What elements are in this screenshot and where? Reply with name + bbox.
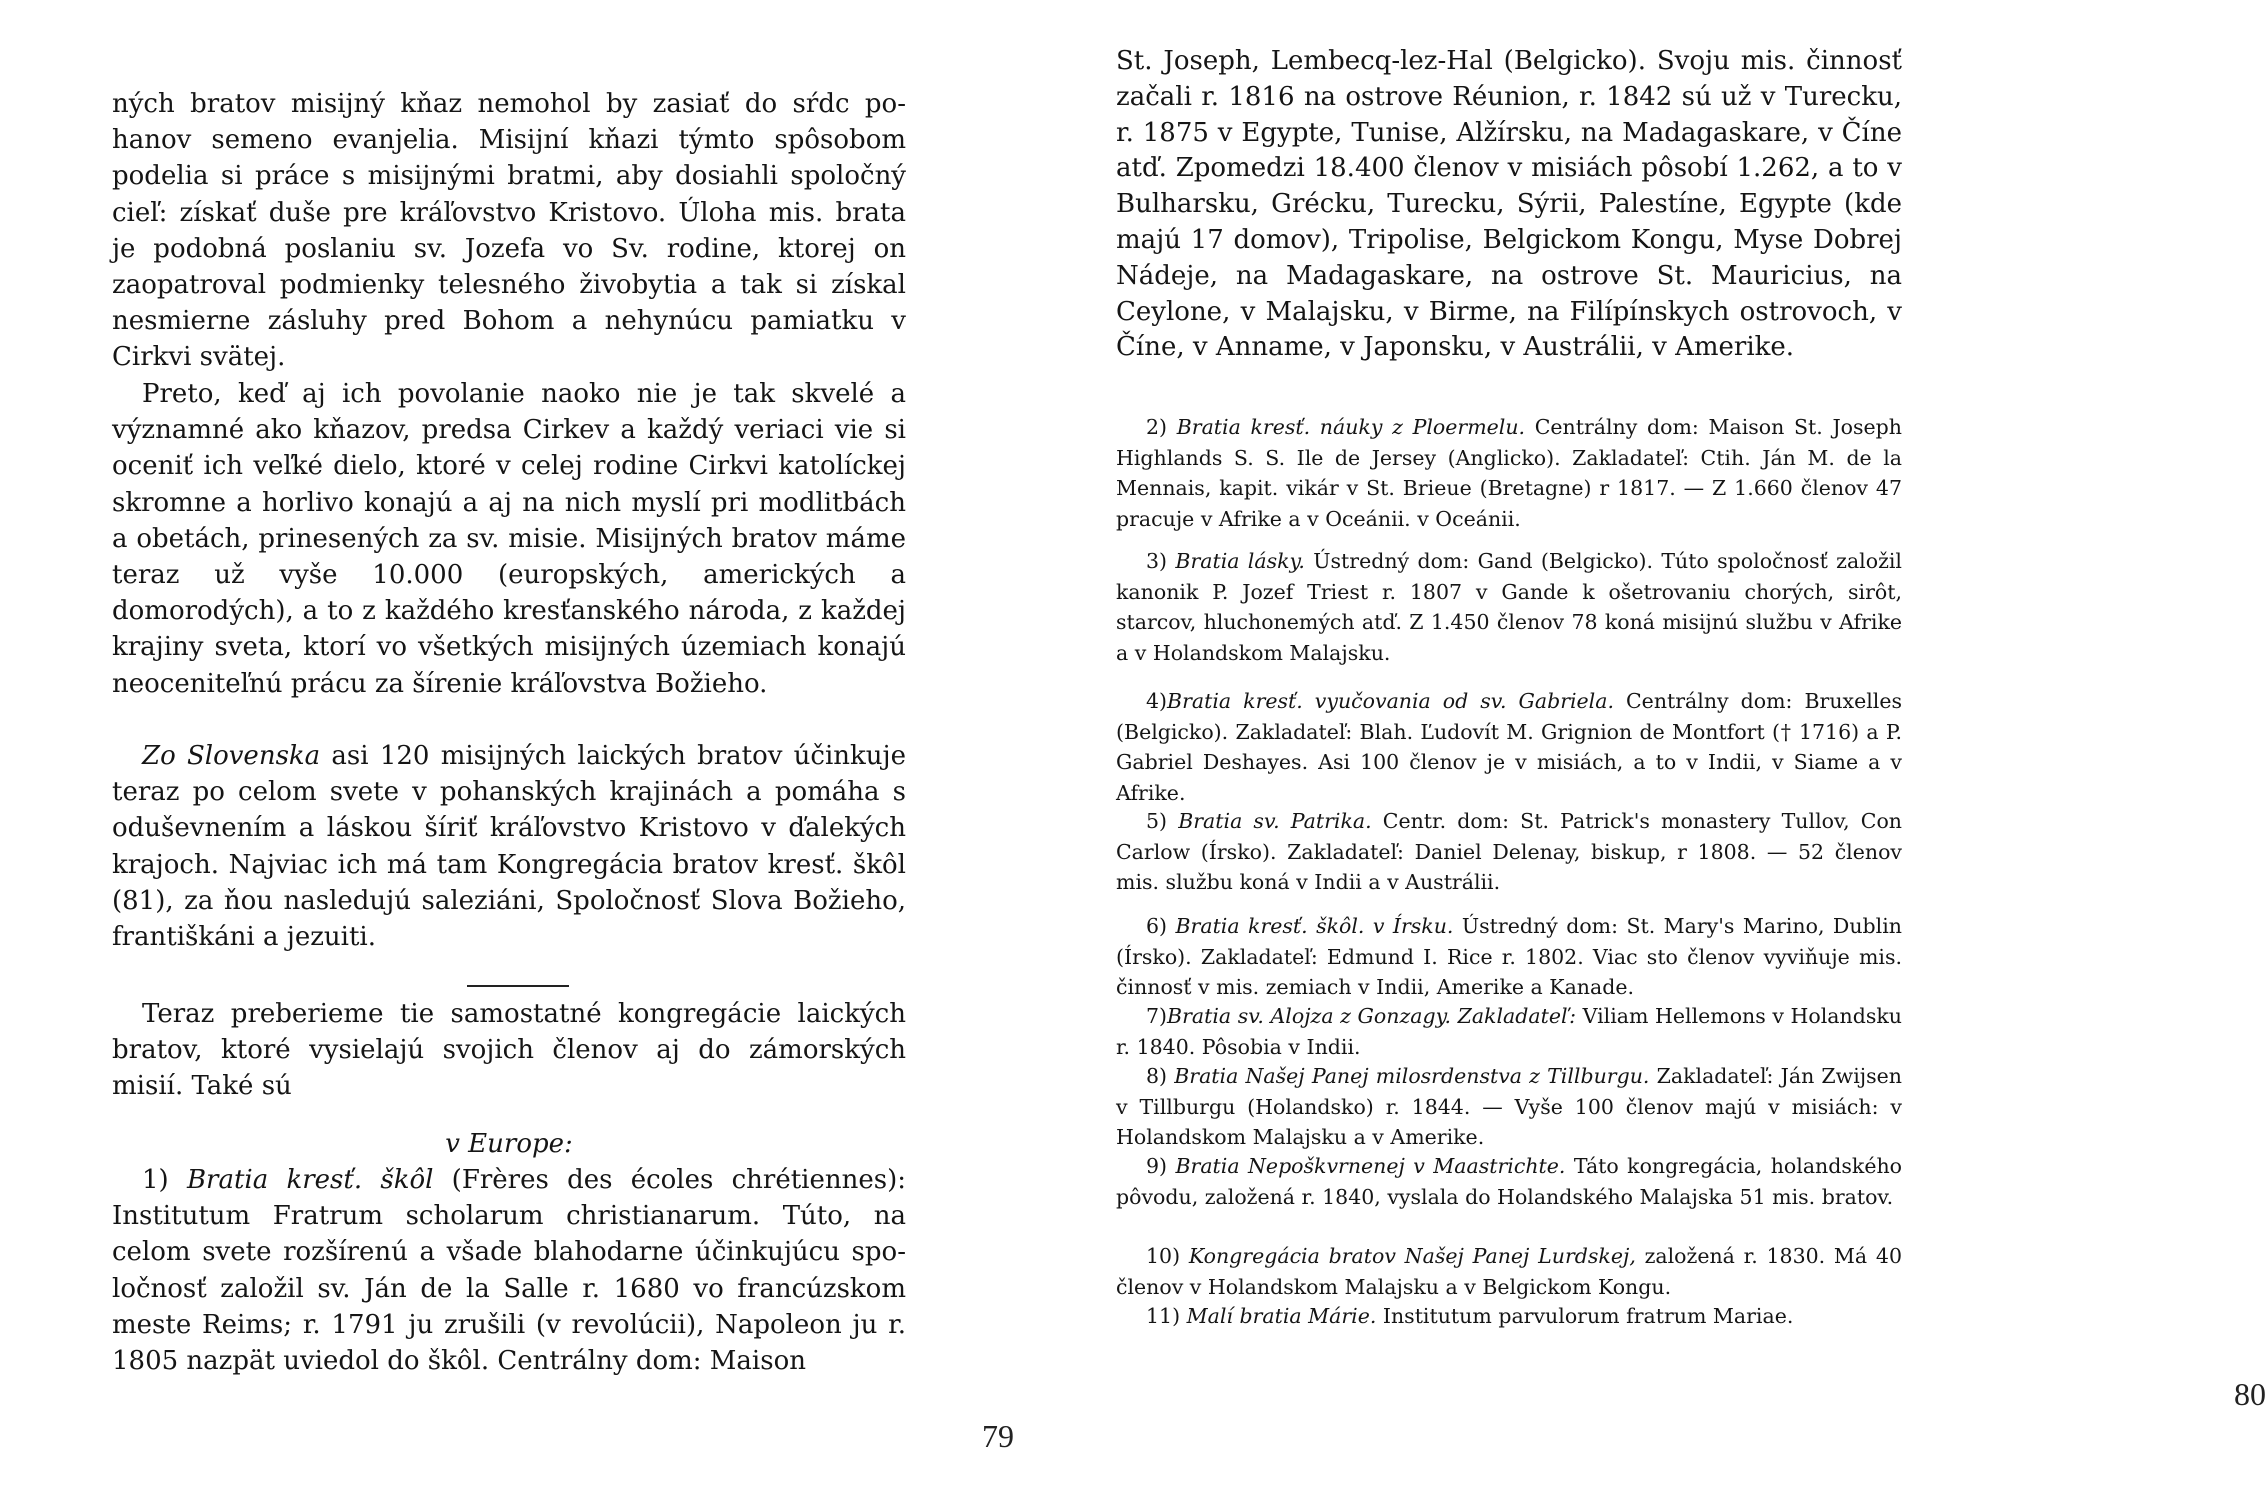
list-item-8 <box>1116 1061 1902 1153</box>
list-item-text: založená r. 1830. Má 40 členov v Holandskom Malajsku a v Belgickom Kongu. <box>1116 1244 1902 1299</box>
list-item-number: 5) <box>1146 809 1179 833</box>
list-item-text: Viliam Hellemons v Holandsku r. 1840. Pôsobia v Indii. <box>1116 1004 1902 1059</box>
list-item-text: Centr. dom: St. Patrick's monastery Tullov, Con Carlow (Írsko). Zakladateľ: Daniel Delenay, biskup, r 1808. — 52 členov mis. službu koná v Indii a v Austrálii. <box>1116 809 1903 894</box>
list-item-title: Bratia Nepoškvrnenej v Maastrichte. <box>1175 1154 1566 1178</box>
list-item-title: Bratia sv. Alojza z Gonzagy. Zakladateľ: <box>1167 1004 1577 1028</box>
list-item-text: Ústredný dom: St. Mary's Marino, Dublin (Írsko). Zakladateľ: Edmund I. Rice r. 1802. Viac sto členov vyviňuje mis. činnosť v mis. zemiach v Indii, Amerike a Kanade. <box>1116 914 1902 999</box>
list-item-number: 11) <box>1146 1304 1187 1328</box>
page-number-right: 80 <box>2234 1376 2266 1412</box>
list-item-number: 4) <box>1146 689 1168 713</box>
list-item-text: Zakladateľ: Ján Zwijsen v Tillburgu (Holandsko) r. 1844. — Vyše 100 členov majú v misiách: v Holandskom Malajsku a v Amerike. <box>1116 1064 1902 1149</box>
list-item-title: Kongregácia bratov Našej Panej Lurdskej, <box>1188 1244 1636 1268</box>
list-item-3 <box>1116 546 1902 668</box>
list-item-2 <box>1116 412 1902 534</box>
list-item-5 <box>1116 806 1902 898</box>
list-item-text: Institutum parvulorum fratrum Mariae. <box>1376 1304 1794 1328</box>
list-item-number: 10) <box>1146 1244 1189 1268</box>
list-item-10 <box>1116 1241 1902 1302</box>
list-item-number: 1) <box>142 1165 187 1195</box>
list-item-number: 8) <box>1146 1064 1175 1088</box>
list-item-number: 6) <box>1146 914 1176 938</box>
list-item-number: 3) <box>1146 549 1176 573</box>
paragraph-2: Preto, keď aj ich povolanie naoko nie je tak skvelé a významné ako kňazov, predsa Cirkev a každý veriaci vie si oceniť ich veľké dielo, ktoré v celej rodine Cirkvi katolíckej skromne a horlivo konajú a aj na nich myslí pri modlitbách a obetách, prinesených za sv. misie. Misijných bratov máme teraz už vyše 10.000 (europských, amerických a domorodých), a to z každého kresťanského národa, z každej krajiny sveta, ktorí vo všetkých misijných územiach konajú neoceniteľnú prácu za šírenie kráľovstva Božieho. <box>112 379 906 699</box>
list-item-text: Centrálny dom: Bruxelles (Belgicko). Zakladateľ: Blah. Ľudovít M. Grignion de Montfort († 1716) a P. Gabriel Deshayes. Asi 100 členov je v misiách, a to v Indii, v Siame a v Afrike. <box>1116 689 1902 805</box>
paragraph-1: ných bratov misijný kňaz nemohol by zasiať do sŕdc pohanov semeno evanjelia. Misijní kňazi týmto spôsobom podelia si práce s misijnými bratmi, aby dosiahli spoločný cieľ: získať duše pre kráľovstvo Kristovo. Úloha mis. brata je podobná poslaniu sv. Jozefa vo Sv. rodine, ktorej on zaopatroval podmienky telesného živobytia a tak si získal nesmierne zásluhy pred Bohom a nehynúcu pamiatku v Cirkvi svätej. <box>112 89 906 373</box>
paragraph-4: Teraz preberieme tie samostatné kongregácie laických bratov, ktoré vysielajú svojich členov aj do zámorských misií. Také sú <box>112 999 906 1102</box>
list-item-text: Centrálny dom: Maison St. Joseph Highlands S. S. Ile de Jersey (Anglicko). Zakladateľ: Ctih. Ján M. de la Mennais, kapit. vikár v St. Brieue (Bretagne) r 1817. — Z 1.660 členov 47 pracuje v Afrike a v Oceánii. v Oceánii. <box>1116 415 1903 531</box>
paragraph-3-lead: Zo Slovenska <box>142 741 321 771</box>
list-item-number: 9) <box>1146 1154 1176 1178</box>
list-item-number: 2) <box>1146 415 1177 439</box>
list-item-6 <box>1116 911 1902 1003</box>
list-item-1 <box>112 1162 906 1379</box>
paragraph-intro: St. Joseph, Lembecq-lez-Hal (Belgicko). Svoju mis. činnosť začali r. 1816 na ostrove Réunion, r. 1842 sú už v Turecku, r. 1875 v Egypte, Tunise, Alžírsku, na Madagaskare, v Číne atď. Zpomedzi 18.400 členov v misiách pôsobí 1.262, a to v Bulharsku, Grécku, Turecku, Sýrii, Palestíne, Egypte (kde majú 17 domov), Tripolise, Belgickom Kongu, Myse Dobrej Nádeje, na Madagaskare, na ostrove St. Mauricius, na Ceylone, v Malajsku, v Birme, na Filípínskych ostrovoch, v Číne, v Anname, v Japonsku, v Austrálii, v Amerike. <box>1116 46 1902 363</box>
list-item-text: Táto kongregácia, holandského pôvodu, založená r. 1840, vyslala do Holandského Malajska 51 mis. bratov. <box>1116 1154 1902 1209</box>
list-item-7 <box>1116 1001 1902 1062</box>
list-item-9 <box>1116 1151 1902 1212</box>
list-item-title: Bratia kresť. náuky z Ploermelu. <box>1176 415 1526 439</box>
paragraph-3-text: asi 120 misijných laických bratov účinkuje teraz po celom svete v pohanských krajinách a pomáha s oduševnením a láskou šíriť kráľovstvo Kristovo v ďalekých krajoch. Najviac ich má tam Kongregácia bratov kresť. škôl (81), za ňou nasledujú saleziáni, Spoločnosť Slova Božieho, františkáni a jezuiti. <box>112 741 906 953</box>
list-item-title: Bratia Našej Panej milosrdenstva z Tillburgu. <box>1174 1064 1650 1088</box>
list-item-text: Ústredný dom: Gand (Belgicko). Túto spoločnosť založil kanonik P. Jozef Triest r. 1807 v Gande k ošetrovaniu chorých, sirôt, starcov, hluchonemých atď. Z 1.450 členov 78 koná misijnú službu v Afrike a v Holandskom Malajsku. <box>1116 549 1902 665</box>
list-item-text: (Frères des écoles chrétiennes): Institutum Fratrum scholarum christianarum. Túto, na celom svete rozšírenú a všade blahodarne účinkujúcu spoločnosť založil sv. Ján de la Salle r. 1680 vo francúzskom meste Reims; r. 1791 ju zrušili (v revolúcii), Napoleon ju r. 1805 nazpät uviedol do škôl. Centrálny dom: Maison <box>112 1165 906 1377</box>
list-item-title: Bratia kresť. škôl <box>186 1165 434 1195</box>
list-item-title: Bratia kresť. vyučovania od sv. Gabriela. <box>1167 689 1614 713</box>
list-item-4 <box>1116 686 1902 808</box>
list-item-title: Bratia sv. Patrika. <box>1178 809 1372 833</box>
heading-europe: v Europe: <box>445 1129 573 1159</box>
paragraph-3 <box>112 738 906 955</box>
list-item-number: 7) <box>1146 1004 1168 1028</box>
section-divider <box>467 985 569 987</box>
list-item-title: Malí bratia Márie. <box>1186 1304 1377 1328</box>
page-number-left: 79 <box>982 1418 1014 1454</box>
list-item-title: Bratia kresť. škôl. v Írsku. <box>1175 914 1454 938</box>
list-item-title: Bratia lásky. <box>1175 549 1305 573</box>
list-item-11 <box>1116 1301 1902 1332</box>
